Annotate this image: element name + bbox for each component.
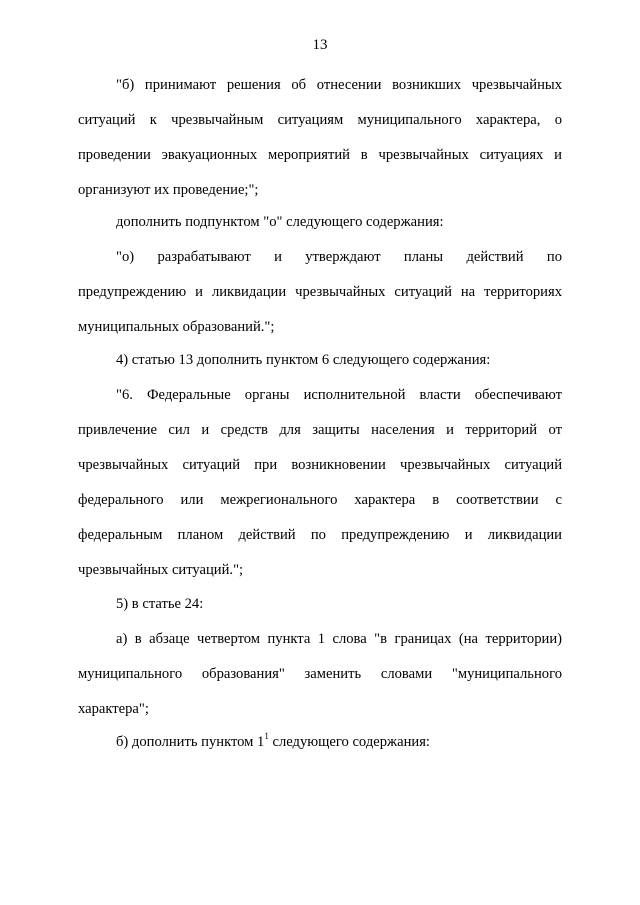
page-number: 13 — [312, 37, 328, 53]
text-line: характера"; — [78, 701, 149, 717]
text-line: "б) принимают решения об отнесении возникших чрезвычайных — [116, 77, 562, 93]
text-line: ситуаций к чрезвычайным ситуациям муниципального характера, о — [78, 112, 562, 128]
text-line: федеральным планом действий по предупреждению и ликвидации — [78, 527, 562, 543]
text-line: чрезвычайных ситуаций."; — [78, 562, 244, 578]
text-line: муниципальных образований."; — [78, 319, 275, 335]
text-fragment: б) дополнить пунктом 1 — [116, 734, 265, 750]
text-line: 5) в статье 24: — [116, 596, 204, 612]
text-line: "о) разрабатывают и утверждают планы действий по — [116, 249, 562, 265]
superscript: 1 — [264, 731, 269, 741]
text-line: организуют их проведение;"; — [78, 182, 259, 198]
text-line: федерального или межрегионального характера в соответствии с — [78, 492, 562, 508]
text-line: муниципального образования" заменить словами "муниципального — [78, 666, 562, 682]
text-line: а) в абзаце четвертом пункта 1 слова "в границах (на территории) — [116, 631, 562, 647]
text-line: "6. Федеральные органы исполнительной власти обеспечивают — [116, 387, 562, 403]
text-line: привлечение сил и средств для защиты населения и территорий от — [78, 422, 562, 438]
text-fragment: следующего содержания: — [268, 734, 430, 750]
text-line: 4) статью 13 дополнить пунктом 6 следующего содержания: — [116, 352, 491, 368]
text-line: предупреждению и ликвидации чрезвычайных ситуаций на территориях — [78, 284, 562, 300]
text-line — [78, 731, 430, 751]
text-line: дополнить подпунктом "о" следующего содержания: — [116, 214, 444, 230]
text-line: проведении эвакуационных мероприятий в чрезвычайных ситуациях и — [78, 147, 562, 163]
text-line: чрезвычайных ситуаций при возникновении чрезвычайных ситуаций — [78, 457, 562, 473]
